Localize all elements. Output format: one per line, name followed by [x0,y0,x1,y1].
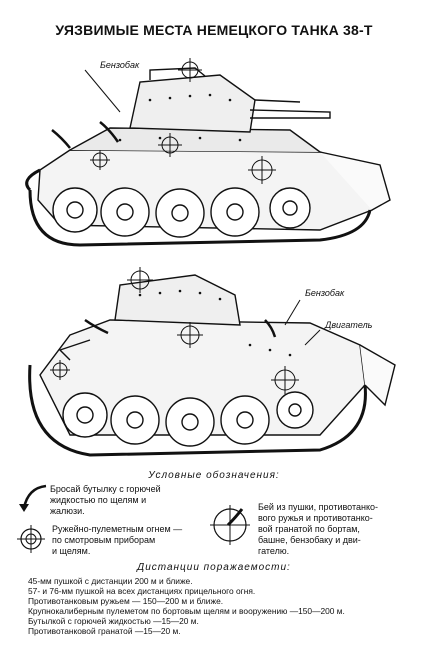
tank-illustration-bottom [0,265,428,465]
distances-heading: Дистанции поражаемости: [137,562,291,573]
distance-line: Крупнокалиберным пулеметом по бортовым щелям и вооружению —150—200 м. [28,606,345,616]
gun-target-icon [208,503,252,547]
distance-line: Противотанковой гранатой —15—20 м. [28,626,181,636]
callout-fuel-tank-top: Бензобак [100,60,140,70]
legend-gun-text: Бей из пушки, противотанко- вого ружья и противотанко- вой гранатой по бортам, башне, бензобаку и дви- гателю. [258,502,379,556]
legend-mg-text: Ружейно-пулеметным огнем — по смотровым приборам и щелям. [52,524,183,556]
distance-line: Бутылкой с горючей жидкостью —15—20 м. [28,616,199,626]
distance-line: Противотанковым ружьем — 150—200 м и ближе. [28,596,224,606]
callout-fuel-tank-bottom: Бензобак [305,288,345,298]
page-title: УЯЗВИМЫЕ МЕСТА НЕМЕЦКОГО ТАНКА 38-Т [55,22,373,38]
bottle-arrow-icon [18,482,48,514]
tank-illustration-top [0,40,428,250]
legend-heading: Условные обозначения: [148,470,280,481]
distance-line: 57- и 76-мм пушкой на всех дистанциях прицельного огня. [28,586,256,596]
legend-bottle-text: Бросай бутылку с горючей жидкостью по щелям и жалюзи. [50,484,161,516]
distance-line: 45-мм пушкой с дистанции 200 м и ближе. [28,576,193,586]
machine-gun-target-icon [16,524,46,554]
callout-engine-bottom: Двигатель [325,320,373,330]
